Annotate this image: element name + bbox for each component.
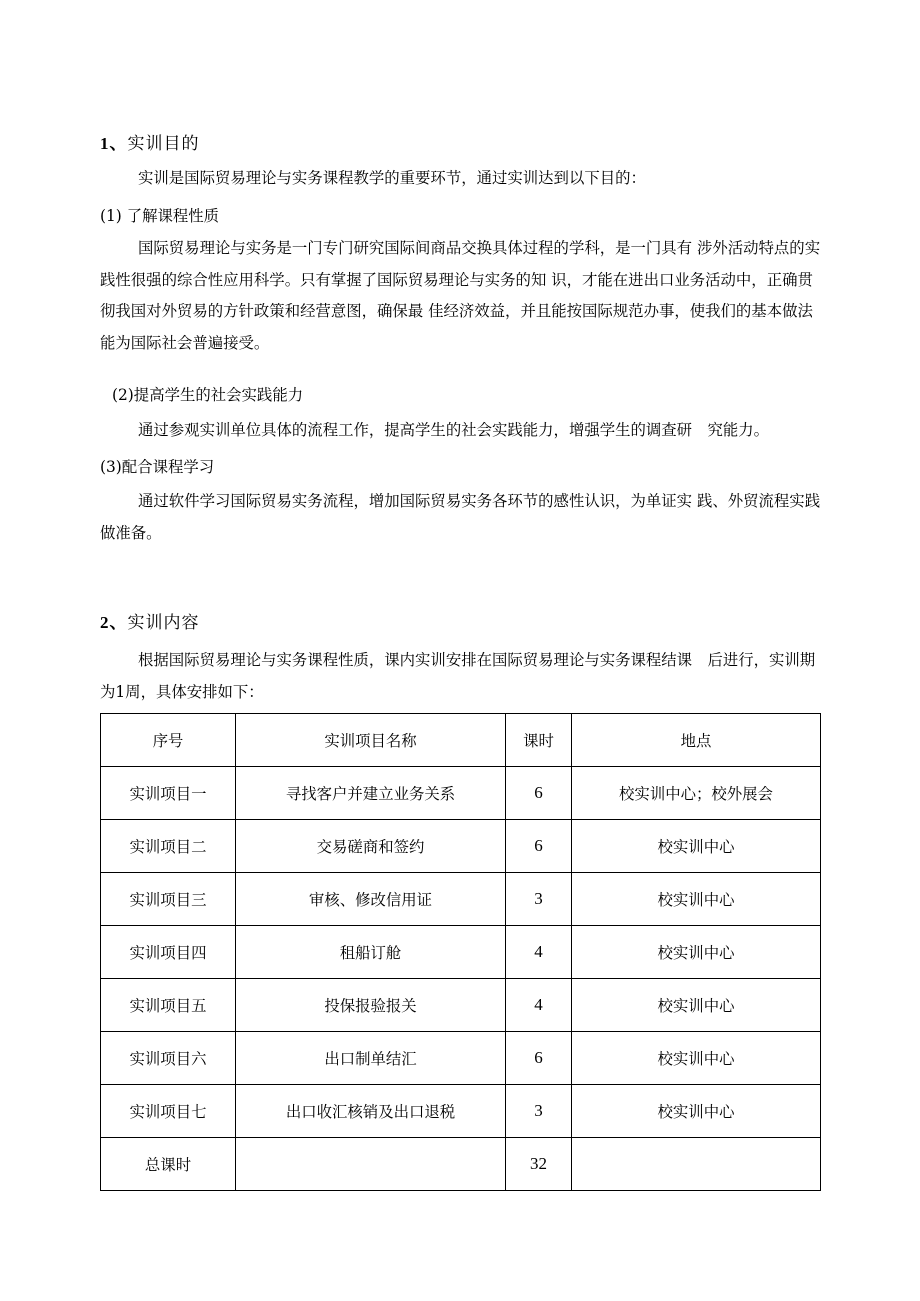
- row-location: 校实训中心: [572, 979, 821, 1032]
- row-location: 校实训中心: [572, 1085, 821, 1138]
- section-2-intro: 根据国际贸易理论与实务课程性质，课内实训安排在国际贸易理论与实务课程结课 后进行，实训期为1周，具体安排如下：: [100, 651, 816, 701]
- total-hours: 32: [506, 1138, 572, 1191]
- row-project: 投保报验报关: [236, 979, 506, 1032]
- table-header-row: [101, 714, 821, 767]
- section-1-heading: [100, 129, 200, 154]
- row-project: 交易磋商和签约: [236, 820, 506, 873]
- table-row: [101, 926, 821, 979]
- row-index: 实训项目三: [101, 873, 236, 926]
- row-hours: 6: [506, 767, 572, 820]
- header-cell-project: 实训项目名称: [236, 714, 506, 767]
- row-index: 实训项目五: [101, 979, 236, 1032]
- row-project: 出口收汇核销及出口退税: [236, 1085, 506, 1138]
- section-2-number: 2、: [100, 613, 128, 632]
- row-hours: 6: [506, 1032, 572, 1085]
- row-location: 校实训中心: [572, 1032, 821, 1085]
- row-project: 寻找客户并建立业务关系: [236, 767, 506, 820]
- header-cell-location: 地点: [572, 714, 821, 767]
- item-1-text: 国际贸易理论与实务是一门专门研究国际间商品交换具体过程的学科，是一门具有 涉外活动特点的实践性很强的综合性应用科学。只有掌握了国际贸易理论与实务的知 识，才能在进出口业务活动中，正确贯彻我国对外贸易的方针政策和经营意图，确保最 佳经济效益，并且能按国际规范办事，使我们的基本做法能为国际社会普遍接受。: [100, 239, 821, 352]
- table-row: [101, 820, 821, 873]
- row-location: 校实训中心: [572, 873, 821, 926]
- row-index: 实训项目二: [101, 820, 236, 873]
- row-hours: 3: [506, 1085, 572, 1138]
- row-project: 租船订舱: [236, 926, 506, 979]
- row-hours: 4: [506, 926, 572, 979]
- item-1-label: (1) 了解课程性质: [100, 207, 220, 225]
- training-schedule-table: [100, 713, 821, 1191]
- item-3-label: (3)配合课程学习: [100, 458, 215, 476]
- row-hours: 6: [506, 820, 572, 873]
- total-location-empty: [572, 1138, 821, 1191]
- section-1-number: 1、: [100, 134, 128, 153]
- header-cell-index: 序号: [101, 714, 236, 767]
- row-location: 校实训中心；校外展会: [572, 767, 821, 820]
- table-row: [101, 873, 821, 926]
- row-index: 实训项目六: [101, 1032, 236, 1085]
- item-2-label: (2)提高学生的社会实践能力: [112, 386, 304, 404]
- table-row: [101, 1032, 821, 1085]
- section-1-title: 实训目的: [127, 134, 200, 154]
- table-row: [101, 1085, 821, 1138]
- table-row: [101, 767, 821, 820]
- row-project: 出口制单结汇: [236, 1032, 506, 1085]
- total-label: 总课时: [101, 1138, 236, 1191]
- row-location: 校实训中心: [572, 820, 821, 873]
- section-1-intro: 实训是国际贸易理论与实务课程教学的重要环节，通过实训达到以下目的：: [138, 169, 646, 187]
- item-2-text: 通过参观实训单位具体的流程工作，提高学生的社会实践能力，增强学生的调查研 究能力。: [138, 421, 770, 439]
- row-index: 实训项目七: [101, 1085, 236, 1138]
- section-2-title: 实训内容: [127, 613, 200, 633]
- table-total-row: [101, 1138, 821, 1191]
- header-cell-hours: 课时: [506, 714, 572, 767]
- row-index: 实训项目四: [101, 926, 236, 979]
- row-index: 实训项目一: [101, 767, 236, 820]
- total-project-empty: [236, 1138, 506, 1191]
- table-row: [101, 979, 821, 1032]
- item-3-text: 通过软件学习国际贸易实务流程，增加国际贸易实务各环节的感性认识，为单证实 践、外贸流程实践做准备。: [100, 492, 821, 542]
- row-hours: 4: [506, 979, 572, 1032]
- row-project: 审核、修改信用证: [236, 873, 506, 926]
- row-location: 校实训中心: [572, 926, 821, 979]
- row-hours: 3: [506, 873, 572, 926]
- section-2-heading: [100, 608, 200, 633]
